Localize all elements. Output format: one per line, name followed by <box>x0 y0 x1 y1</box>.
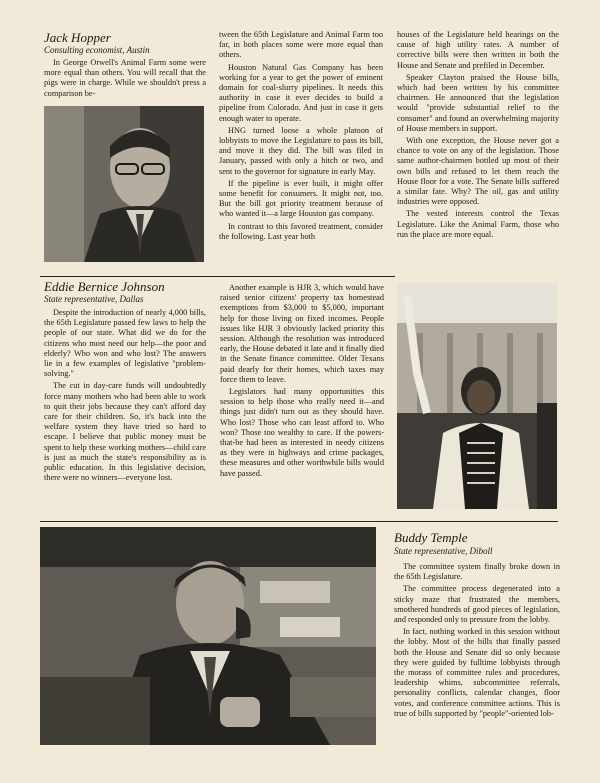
paragraph: If the pipeline is ever built, it might offer some benefit for consumers. It might not, too. But the bill got priority treatment because of who wanted it—a large Houston gas company. <box>219 178 383 219</box>
paragraph: houses of the Legislature held hearings on the cause of high utility rates. A number of corrective bills were then written in both the House and Senate and prefiled in December. <box>397 30 559 70</box>
paragraph: Houston Natural Gas Company has been working for a year to get the power of eminent domain for coal-slurry pipelines. It needs this authority in case it ever decides to build a pipeline from Colorado. And just in case it gets enough water to operate. <box>219 62 383 123</box>
paragraph: The committee process degenerated into a sticky maze that frustrated the members, smothered hundreds of good pieces of legislation, and responded only to pressure from the lobby. <box>394 584 560 625</box>
paragraph: In George Orwell's Animal Farm some were more equal than others. You will recall that the pigs were in charge. While we shouldn't press a comparison be- <box>44 58 206 98</box>
hopper-column-1 <box>44 58 206 104</box>
paragraph: The committee system finally broke down in the 65th Legislature. <box>394 562 560 582</box>
hopper-column-2 <box>219 30 383 266</box>
temple-role: State representative, Diboll <box>394 546 493 556</box>
paragraph: With one exception, the House never got a chance to vote on any of the legislation. Those same author-chairmen bottled up most of their own bills and refused to let them reach the House floor for a vote. The Senate bills suffered a similar fate. Why? The oil, gas and utility industries were opposed. <box>397 136 559 207</box>
hopper-name: Jack Hopper <box>44 30 111 45</box>
paragraph: HNG turned loose a whole platoon of lobbyists to move the Legislature to pass its bill, and move it they did. The bill was filed in January, passed with only a hitch or two, and sent to the governor for signature in early May. <box>219 125 383 176</box>
johnson-name: Eddie Bernice Johnson <box>44 279 165 294</box>
johnson-role: State representative, Dallas <box>44 294 144 304</box>
paragraph: The cut in day-care funds will undoubtedly force many mothers who had been able to work to quit their jobs because they can't afford day care for their children. So, it's back into the welfare system they have tried so hard to escape. I believe that public money must be spent to help these working mothers—child care is just as much the state's responsibility as is public education. In this legislative decision, there were no winners—everyone lost. <box>44 381 206 483</box>
paragraph: Despite the introduction of nearly 4,000 bills, the 65th Legislature passed few laws to help the people of our state. What did we do for the citizens who most need our help—the poor and elderly? Who won and who lost? The answers lie in a few examples of legislative "problem-solving." <box>44 308 206 379</box>
hopper-column-3 <box>397 30 559 270</box>
johnson-photo <box>397 283 557 509</box>
hopper-photo <box>44 106 204 262</box>
paragraph: tween the 65th Legislature and Animal Farm too far, in both places some were more equal than others. <box>219 30 383 60</box>
section-divider <box>40 521 558 522</box>
temple-photo <box>40 527 376 745</box>
paragraph: The vested interests control the Texas Legislature. Like the Animal Farm, those who run the place are more equal. <box>397 209 559 239</box>
paragraph: In contrast to this favored treatment, consider the following. Last year both <box>219 221 383 241</box>
hopper-role: Consulting economist, Austin <box>44 45 150 55</box>
johnson-column-1 <box>44 308 206 518</box>
temple-name: Buddy Temple <box>394 530 468 545</box>
section-divider <box>40 276 395 277</box>
paragraph: In fact, nothing worked in this session without the lobby. Most of the bills that finally passed both the House and Senate did so only because they were guided by fulltime lobbyists through the morass of committee rules and procedures, leadership whims, subcommittee referrals, personality conflicts, calendar changes, floor votes, and conference committee actions. This is true of bills supported by "people"-oriented lob- <box>394 627 560 718</box>
johnson-column-2 <box>220 283 384 519</box>
paragraph: Another example is HJR 3, which would have raised senior citizens' property tax homestead exemptions from $3,000 to $5,000, important help for those living on fixed incomes. People issues like HJR 3 obviously lacked priority this session. Although the resolution was introduced early, the House debated it late and it finally died in the Senate finance committee. Older Texans paid dearly for their homes, which taxes may force them to leave. <box>220 283 384 384</box>
temple-column <box>394 562 560 752</box>
paragraph: Legislators had many opportunities this session to help those who really need it—and things just didn't turn out as they should have. Who lost? Those who can least afford to. Who won? Those too wealthy to care. If the powers-that-be had been as interested in needy citizens as they were in highways and crime packages, these measures and other worthwhile bills would have passed. <box>220 387 384 478</box>
paragraph: Speaker Clayton praised the House bills, which had been written by his committee chairmen. He announced that the legislation would "provide substantial relief to the consumer" and found an overwhelming majority of House members in support. <box>397 72 559 133</box>
